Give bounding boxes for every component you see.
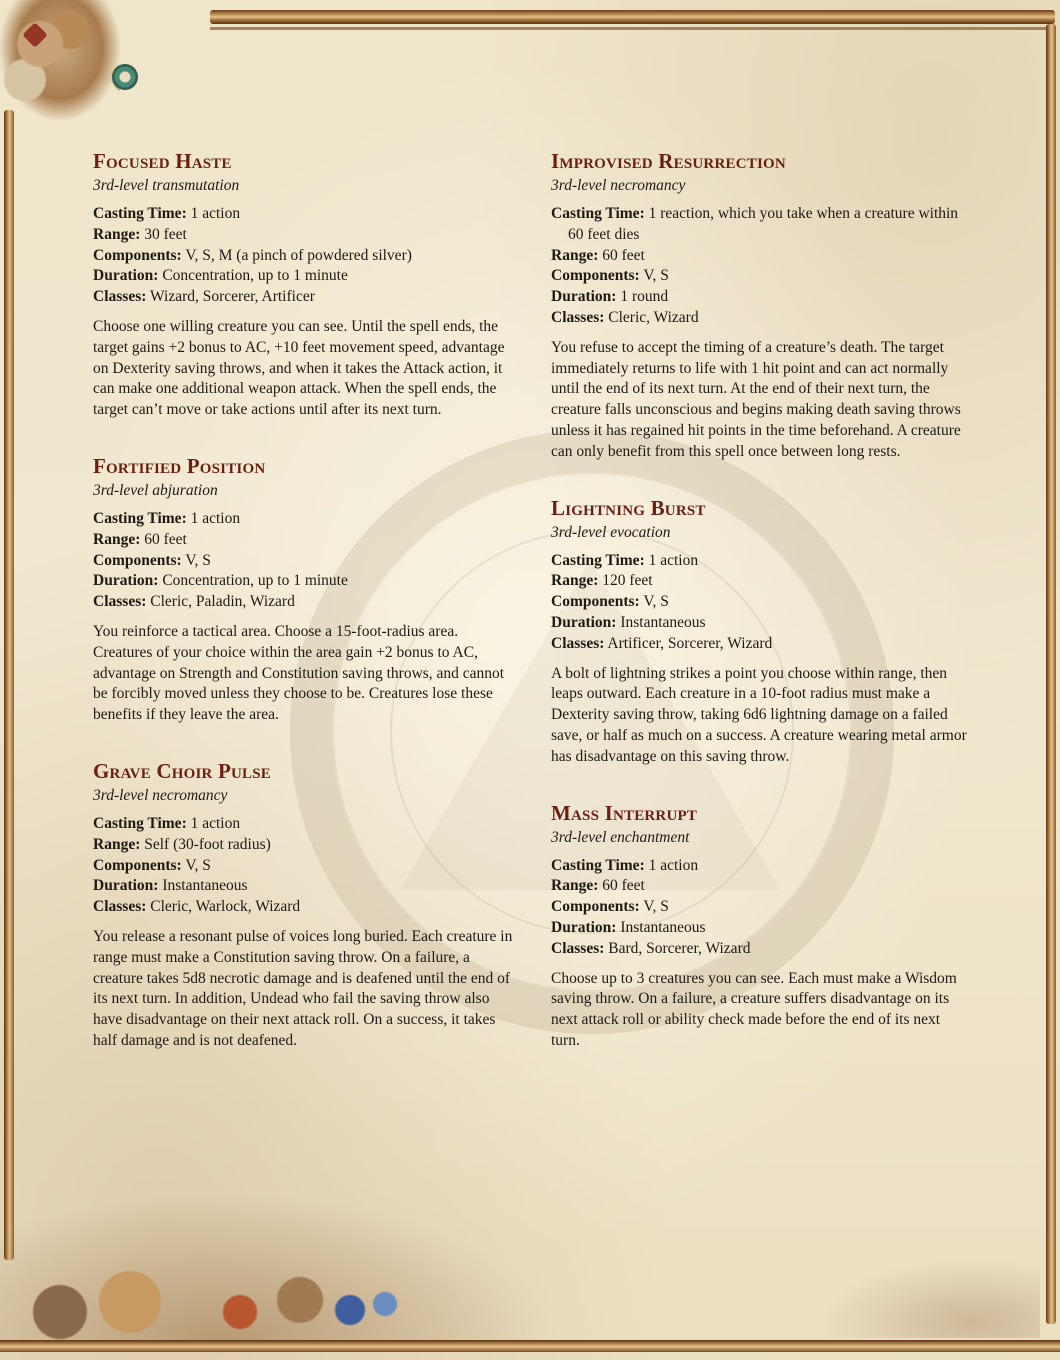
duration-label: Duration: (551, 288, 617, 306)
casting-time-label: Casting Time: (93, 205, 187, 222)
classes-value: Cleric, Warlock, Wizard (150, 898, 301, 916)
top-frame-inner-line (210, 27, 1050, 30)
components-row (551, 897, 971, 918)
spell-school: 3rd-level evocation (551, 523, 671, 541)
classes-label: Classes: (551, 308, 605, 326)
components-value: V, S (643, 267, 669, 285)
bottom-flowers-illustration (0, 1192, 560, 1342)
spell-mass-interrupt (551, 802, 971, 1052)
components-label: Components: (551, 267, 640, 285)
components-row (551, 266, 971, 287)
spell-description: A bolt of lightning strikes a point you choose within range, then leaps outward. Each creature in a 10-foot radius must make a Dexterity saving throw, taking 6d6 lightning damage on a failed save, or half as much on a success. A creature wearing metal armor has disadvantage on this saving throw. (551, 664, 967, 765)
classes-value: Cleric, Paladin, Wizard (150, 593, 295, 611)
casting-time-label: Casting Time: (551, 205, 645, 222)
range-label: Range: (551, 572, 599, 590)
range-row (93, 530, 513, 551)
casting-time-value: 1 action (190, 814, 241, 832)
spell-description: You release a resonant pulse of voices long buried. Each creature in range must make a Constitution saving throw. On a failure, a creature takes 5d8 necrotic damage and is deafened until the end of its next turn. In addition, Undead who fail the saving throw also have disadvantage on their next attack roll. On a success, it takes half damage and is not deafened. (93, 927, 513, 1049)
components-row (93, 856, 513, 877)
classes-value: Artificer, Sorcerer, Wizard (607, 634, 773, 652)
casting-time-row (93, 814, 513, 835)
spell-school: 3rd-level necromancy (93, 786, 228, 804)
bottom-right-decoration (820, 1258, 1040, 1338)
duration-value: 1 round (620, 288, 669, 306)
classes-label: Classes: (93, 288, 147, 306)
spell-title: Focused Haste (93, 149, 232, 173)
casting-time-value: 1 action (190, 509, 241, 527)
spell-school: 3rd-level enchantment (551, 828, 690, 846)
spell-improvised-resurrection (551, 150, 971, 463)
casting-time-value: 1 action (648, 856, 699, 874)
casting-time-row (551, 204, 971, 246)
spell-school: 3rd-level necromancy (551, 177, 686, 194)
duration-value: Instantaneous (162, 877, 248, 895)
spell-description: You reinforce a tactical area. Choose a 15-foot-radius area. Creatures of your choice within the area gain +2 bonus to AC, advantage on Strength and Constitution saving throws, and cannot be forcibly moved unless they choose to be. Creatures lose these benefits if they leave the area. (93, 622, 505, 724)
duration-row (93, 266, 513, 287)
range-label: Range: (551, 246, 599, 264)
duration-label: Duration: (93, 572, 159, 590)
casting-time-label: Casting Time: (551, 856, 645, 874)
components-label: Components: (551, 898, 640, 916)
spell-lightning-burst (551, 497, 971, 768)
components-label: Components: (93, 246, 182, 264)
classes-value: Bard, Sorcerer, Wizard (608, 939, 751, 957)
duration-label: Duration: (93, 877, 159, 895)
casting-time-row (551, 551, 971, 572)
components-value: V, S (185, 551, 211, 569)
spell-school: 3rd-level transmutation (93, 177, 240, 194)
spell-fortified-position (93, 455, 513, 726)
range-label: Range: (93, 225, 141, 243)
classes-label: Classes: (93, 898, 147, 916)
classes-row (93, 897, 513, 918)
casting-time-value: 1 action (648, 551, 699, 569)
casting-time-label: Casting Time: (93, 814, 187, 832)
duration-value: Concentration, up to 1 minute (162, 572, 348, 590)
left-frame-border (4, 110, 14, 1260)
duration-value: Concentration, up to 1 minute (162, 267, 348, 285)
duration-value: Instantaneous (620, 613, 706, 631)
range-row (551, 876, 971, 897)
casting-time-row (551, 856, 971, 877)
classes-row (551, 939, 971, 960)
casting-time-row (93, 509, 513, 530)
components-row (93, 551, 513, 572)
components-label: Components: (551, 593, 640, 611)
range-value: 60 feet (602, 246, 645, 264)
range-row (551, 571, 971, 592)
components-row (551, 592, 971, 613)
duration-value: Instantaneous (620, 918, 706, 936)
range-value: 60 feet (602, 877, 645, 895)
duration-row (551, 613, 971, 634)
components-row (93, 246, 513, 267)
top-left-trinkets-illustration (0, 0, 120, 120)
classes-label: Classes: (551, 939, 605, 957)
casting-time-row (93, 204, 513, 225)
spell-title: Fortified Position (93, 453, 266, 478)
spell-description: Choose one willing creature you can see. Until the spell ends, the target gains +2 bonus to AC, +10 feet movement speed, advantage on Dexterity saving throws, and when it takes the Attack action, it can make one additional weapon attack. When the spell ends, the target can’t move or take actions until after its next turn. (93, 317, 505, 419)
classes-value: Cleric, Wizard (608, 308, 699, 326)
spell-title: Mass Interrupt (551, 800, 698, 825)
range-value: 30 feet (144, 225, 187, 243)
duration-row (93, 876, 513, 897)
classes-row (551, 308, 971, 329)
classes-row (93, 287, 513, 308)
spell-title: Grave Choir Pulse (93, 758, 271, 783)
spell-focused-haste (93, 150, 513, 421)
classes-label: Classes: (551, 634, 605, 652)
casting-time-value: 1 action (190, 205, 241, 222)
casting-time-label: Casting Time: (93, 509, 187, 527)
range-value: Self (30-foot radius) (144, 835, 271, 853)
top-frame-border (210, 10, 1055, 24)
components-label: Components: (93, 856, 182, 874)
spell-school: 3rd-level abjuration (93, 481, 218, 499)
casting-time-value: 1 reaction, which you take when a creature within 60 feet dies (568, 205, 959, 243)
range-row (93, 835, 513, 856)
classes-label: Classes: (93, 593, 147, 611)
classes-row (551, 634, 971, 655)
classes-row (93, 592, 513, 613)
range-row (93, 225, 513, 246)
right-frame-border (1046, 24, 1056, 1324)
spell-description: Choose up to 3 creatures you can see. Each must make a Wisdom saving throw. On a failure, a creature suffers disadvantage on its next attack roll or ability check made before the end of its next turn. (551, 969, 957, 1049)
duration-row (551, 287, 971, 308)
range-value: 60 feet (144, 530, 187, 548)
components-value: V, S, M (a pinch of powdered silver) (185, 246, 412, 264)
range-label: Range: (551, 877, 599, 895)
range-value: 120 feet (602, 572, 653, 590)
spell-grave-choir-pulse (93, 760, 513, 1052)
left-column (93, 150, 513, 1086)
spell-description: You refuse to accept the timing of a creature’s death. The target immediately returns to life with 1 hit point and can act normally until the end of its next turn. At the end of their next turn, the creature falls unconscious and begins making death saving throws unless it has regained hit points in the time beforehand. A creature can only benefit from this spell once between long rests. (551, 338, 961, 460)
duration-row (93, 571, 513, 592)
components-label: Components: (93, 551, 182, 569)
components-value: V, S (185, 856, 211, 874)
duration-label: Duration: (93, 267, 159, 285)
green-ring-icon (112, 64, 138, 90)
range-row (551, 246, 971, 267)
components-value: V, S (643, 898, 669, 916)
duration-label: Duration: (551, 918, 617, 936)
range-label: Range: (93, 835, 141, 853)
classes-value: Wizard, Sorcerer, Artificer (150, 288, 315, 306)
spell-title: Improvised Resurrection (551, 149, 786, 173)
duration-row (551, 918, 971, 939)
casting-time-label: Casting Time: (551, 551, 645, 569)
right-column (551, 150, 971, 1086)
duration-label: Duration: (551, 613, 617, 631)
range-label: Range: (93, 530, 141, 548)
bottom-frame-border (0, 1340, 1060, 1352)
spell-title: Lightning Burst (551, 495, 706, 520)
components-value: V, S (643, 593, 669, 611)
